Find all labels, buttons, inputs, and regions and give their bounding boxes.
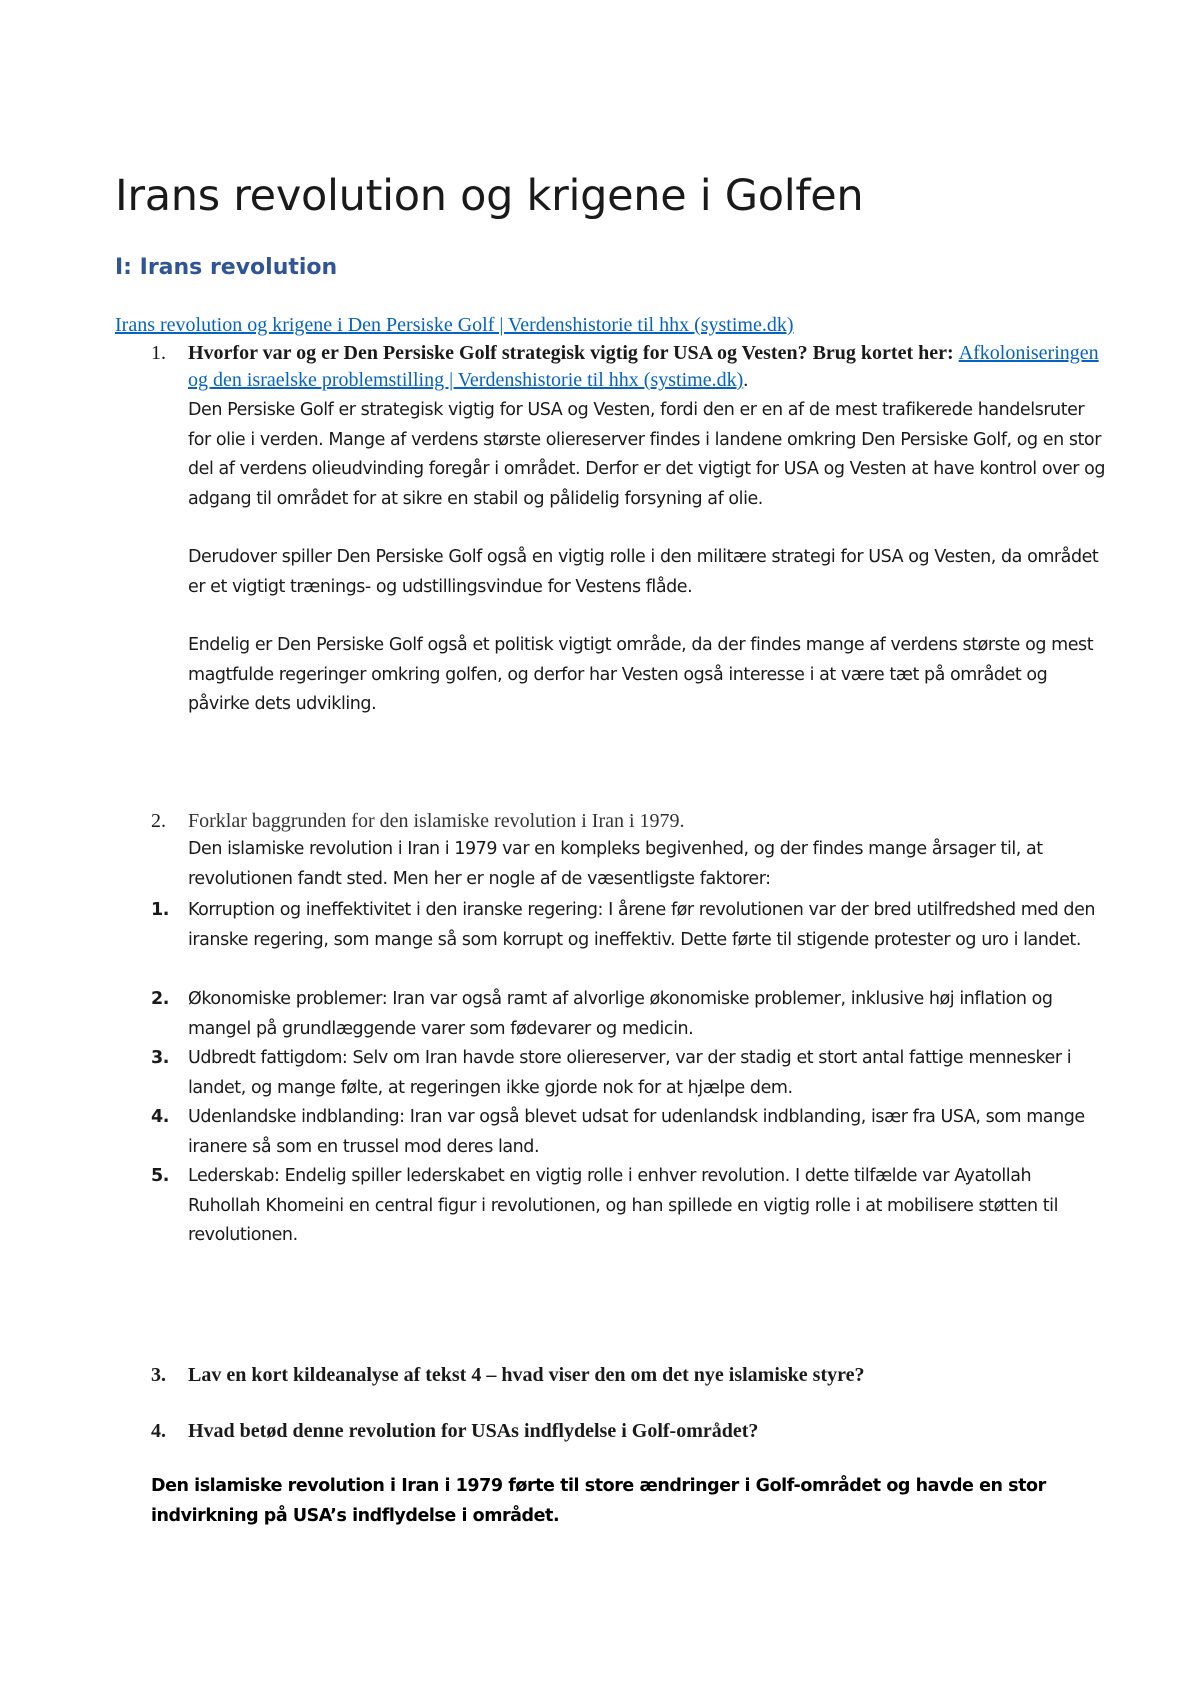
list-item-text: Udenlandske indblanding: Iran var også blevet udsat for udenlandsk indblanding, især fra USA, som mange iranere så som en trussel mod deres land. [188, 1107, 1085, 1157]
list-item [0, 985, 1200, 1045]
question-4-number: 4. [151, 1420, 166, 1442]
list-item-number: 5. [151, 1166, 169, 1186]
question-3-number: 3. [151, 1364, 166, 1386]
list-item-text: Lederskab: Endelig spiller lederskabet en vigtig rolle i enhver revolution. I dette tilfælde var Ayatollah Ruhollah Khomeini en central figur i revolutionen, og han spillede en vigtig rolle i at mobilisere støtten til revolutionen. [188, 1166, 1058, 1245]
map-link[interactable]: Afkoloniseringen og den israelske problemstilling | Verdenshistorie til hhx (systime.dk) [188, 342, 1099, 391]
list-item-number: 1. [151, 900, 169, 920]
question-2-text: Forklar baggrunden for den islamiske revolution i Iran i 1979. [188, 810, 685, 832]
question-1-answer-p2: Derudover spiller Den Persiske Golf også en vigtig rolle i den militære strategi for USA og Vesten, da området er et vigtigt trænings- og udstillingsvindue for Vestens flåde. [188, 547, 1099, 597]
question-1-answer-p3: Endelig er Den Persiske Golf også et politisk vigtigt område, da der findes mange af verdens største og mest magtfulde regeringer omkring golfen, og derfor har Vesten også interesse i at være tæt på området og påvirke dets udvikling. [188, 635, 1094, 714]
question-4-answer: Den islamiske revolution i Iran i 1979 førte til store ændringer i Golf-området og havde en stor indvirkning på USA’s indflydelse i området. [151, 1476, 1046, 1526]
list-item-number: 2. [151, 989, 169, 1009]
list-item [0, 1044, 1200, 1104]
list-item-text: Udbredt fattigdom: Selv om Iran havde store oliereserver, var der stadig et stort antal fattige mennesker i landet, og mange følte, at regeringen ikke gjorde nok for at hjælpe dem. [188, 1048, 1072, 1098]
question-1-body [188, 340, 1108, 720]
list-item-number: 4. [151, 1107, 169, 1127]
section-heading: I: Irans revolution [115, 255, 338, 280]
list-item [0, 1103, 1200, 1163]
list-item [0, 1162, 1200, 1252]
question-1-number: 1. [151, 342, 166, 364]
list-item [0, 896, 1200, 986]
question-4-text: Hvad betød denne revolution for USAs indflydelse i Golf-området? [188, 1420, 759, 1442]
source-link[interactable]: Irans revolution og krigene i Den Persiske Golf | Verdenshistorie til hhx (systime.dk) [115, 314, 794, 336]
question-2-number: 2. [151, 810, 166, 832]
question-1-prompt: Hvorfor var og er Den Persiske Golf strategisk vigtig for USA og Vesten? Brug kortet her: [188, 342, 959, 364]
list-item-number: 3. [151, 1048, 169, 1068]
question-3-text: Lav en kort kildeanalyse af tekst 4 – hvad viser den om det nye islamiske styre? [188, 1364, 865, 1386]
question-2-intro: Den islamiske revolution i Iran i 1979 var en kompleks begivenhed, og der findes mange årsager til, at revolutionen fandt sted. Men her er nogle af de væsentligste faktorer: [188, 839, 1043, 889]
question-1-text [188, 340, 1108, 394]
page-title: Irans revolution og krigene i Golfen [115, 171, 864, 221]
question-2-body [188, 808, 1108, 894]
list-item-text: Korruption og ineffektivitet i den iranske regering: I årene før revolutionen var der bred utilfredshed med den iranske regering, som mange så som korrupt og ineffektiv. Dette førte til stigende protester og uro i landet. [188, 900, 1096, 950]
list-item-text: Økonomiske problemer: Iran var også ramt af alvorlige økonomiske problemer, inklusive høj inflation og mangel på grundlæggende varer som fødevarer og medicin. [188, 989, 1053, 1039]
map-link-tail: . [743, 369, 749, 391]
question-1-answer-p1: Den Persiske Golf er strategisk vigtig for USA og Vesten, fordi den er en af de mest trafikerede handelsruter for olie i verden. Mange af verdens største oliereserver findes i landene omkring Den Persiske Golf, og en stor del af verdens olieudvinding foregår i området. Derfor er det vigtigt for USA og Vesten at have kontrol over og adgang til området for at sikre en stabil og pålidelig forsyning af olie. [188, 400, 1106, 509]
